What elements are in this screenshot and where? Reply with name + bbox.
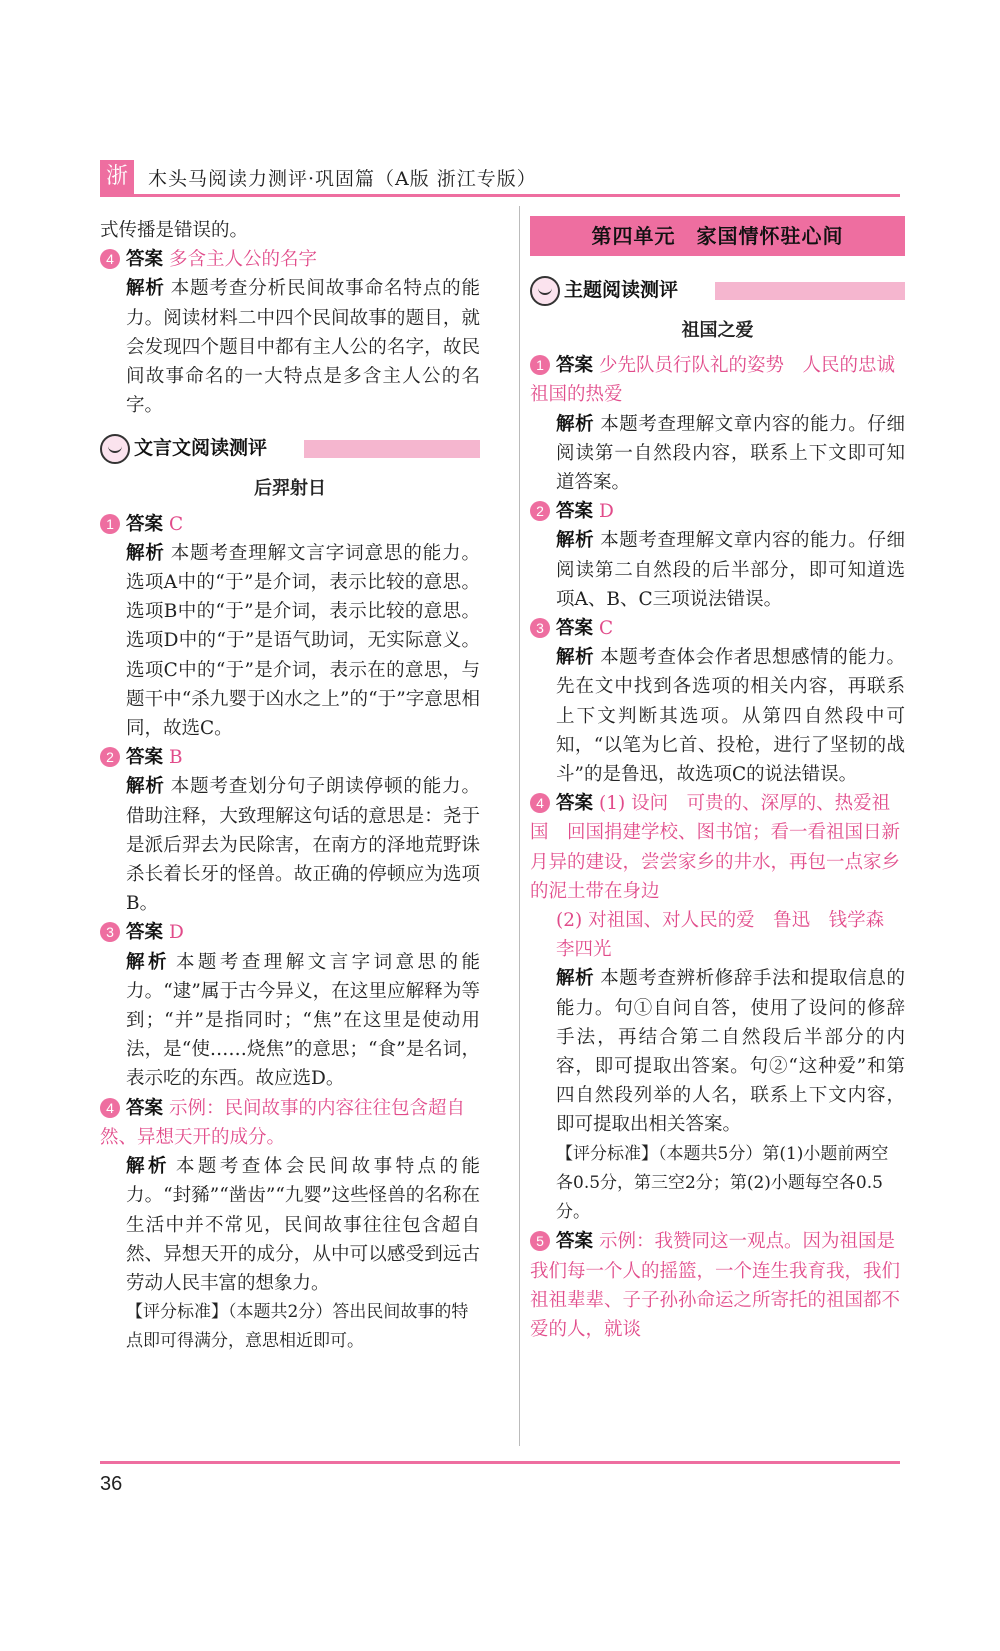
- question-number: 1: [100, 514, 120, 534]
- answer-text: 多含主人公的名字: [169, 249, 318, 271]
- answer-label: 答案: [126, 249, 164, 271]
- column-divider: [519, 206, 520, 1446]
- answer-text: B: [169, 747, 183, 769]
- answer-label: 答案: [126, 1097, 164, 1119]
- analysis-label: 解析: [126, 542, 165, 564]
- footer-rule: [100, 1461, 900, 1464]
- answer-label: 答案: [556, 793, 594, 815]
- answer-label: 答案: [556, 618, 594, 640]
- analysis-label: 解析: [126, 776, 165, 798]
- answer-item: [100, 918, 480, 1093]
- section-title: 主题阅读测评: [564, 279, 679, 301]
- question-number: 4: [100, 1098, 120, 1118]
- section-bar: [715, 282, 905, 300]
- continued-text: 式传播是错误的。: [100, 220, 249, 241]
- analysis-label: 解析: [556, 968, 595, 990]
- answer-label: 答案: [126, 513, 164, 535]
- question-number: 3: [530, 618, 550, 638]
- answer-label: 答案: [556, 501, 594, 523]
- analysis-text: 本题考查辨析修辞手法和提取信息的能力。句①自问自答，使用了设问的修辞手法，再结合第二自然段后半部分的内容，即可提取出答案。句②“这种爱”和第四自然段列举的人名，联系上下文内容，即可提取出相关答案。: [556, 968, 905, 1136]
- scoring-note: 【评分标准】（本题共5分）第(1)小题前两空各0.5分，第三空2分；第(2)小题每空各0.5分。: [556, 1143, 889, 1223]
- answer-label: 答案: [126, 747, 164, 769]
- answer-text: 示例：民间故事的内容往往包含超自然、异想天开的成分。: [100, 1097, 466, 1148]
- answer-label: 答案: [556, 355, 594, 377]
- question-number: 4: [530, 793, 550, 813]
- analysis-text: 本题考查理解文章内容的能力。仔细阅读第一自然段内容，联系上下文即可知道答案。: [556, 413, 905, 494]
- article-title: 后羿射日: [254, 478, 326, 500]
- analysis-label: 解析: [126, 951, 170, 973]
- right-column: [530, 216, 914, 1344]
- answer-item: [530, 497, 905, 614]
- section-header: [100, 430, 480, 468]
- analysis-text: 本题考查分析民间故事命名特点的能力。阅读材料二中四个民间故事的题目，就会发现四个题目中都有主人公的名字，故民间故事命名的一大特点是多含主人公的名字。: [126, 278, 480, 417]
- answer-item: [530, 1227, 905, 1344]
- answer-item: [100, 743, 480, 918]
- answer-text: D: [599, 501, 614, 523]
- question-number: 2: [100, 747, 120, 767]
- analysis-text: 本题考查理解文章内容的能力。仔细阅读第二自然段的后半部分，即可知道选项A、B、C三项说法错误。: [556, 530, 905, 610]
- question-number: 3: [100, 922, 120, 942]
- header-rule: [100, 194, 900, 197]
- answer-item: [530, 351, 914, 497]
- answer-text: C: [169, 513, 184, 535]
- answer-item: [530, 614, 905, 789]
- answer-text-part2: (2) 对祖国、对人民的爱 鲁迅 钱学森 李四光: [556, 910, 903, 961]
- question-number: 4: [100, 249, 120, 269]
- answer-item: [100, 245, 480, 420]
- answer-text: 示例：我赞同这一观点。因为祖国是我们每一个人的摇篮，一个连生我育我，我们祖祖辈辈、子子孙孙命运之所寄托的祖国都不爱的人，就谈: [530, 1231, 901, 1340]
- answer-label: 答案: [126, 922, 164, 944]
- answer-item: [100, 1094, 480, 1357]
- mascot-icon: [530, 276, 560, 306]
- analysis-text: 本题考查体会民间故事特点的能力。“封豨”“凿齿”“九婴”这些怪兽的名称在生活中并不常见，民间故事往往包含超自然、异想天开的成分，从中可以感受到远古劳动人民丰富的想象力。: [126, 1156, 480, 1294]
- section-title: 文言文阅读测评: [134, 437, 268, 460]
- unit-banner: 第四单元 家国情怀驻心间: [530, 216, 905, 256]
- left-column: [100, 216, 480, 1357]
- book-title: 木头马阅读力测评·巩固篇（A版 浙江专版）: [148, 168, 537, 190]
- analysis-label: 解析: [126, 1156, 170, 1178]
- analysis-label: 解析: [556, 647, 595, 669]
- analysis-text: 本题考查体会作者思想感情的能力。先在文中找到各选项的相关内容，再联系上下文判断其选项。从第四自然段中可知，“以笔为匕首、投枪，进行了坚韧的战斗”的是鲁迅，故选项C的说法错误。: [556, 647, 905, 786]
- analysis-label: 解析: [556, 413, 595, 435]
- question-number: 2: [530, 501, 550, 521]
- question-number: 1: [530, 355, 550, 375]
- answer-text: (1) 设问 可贵的、深厚的、热爱祖国 回国捐建学校、图书馆；看一看祖国日新月异的建设，尝尝家乡的井水，再包一点家乡的泥土带在身边: [530, 793, 901, 902]
- analysis-text: 本题考查理解文言字词意思的能力。选项A中的“于”是介词，表示比较的意思。选项B中的“于”是介词，表示比较的意思。选项D中的“于”是语气助词，无实际意义。选项C中的“于”是介词，表示在的意思，与题干中“杀九婴于凶水之上”的“于”字意思相同，故选C。: [126, 542, 480, 740]
- answer-text: D: [169, 922, 184, 944]
- mascot-icon: [100, 434, 130, 464]
- answer-item: [100, 510, 480, 744]
- answer-item: [530, 789, 905, 1227]
- answer-text: C: [599, 618, 614, 640]
- analysis-text: 本题考查理解文言字词意思的能力。“逮”属于古今异义，在这里应解释为等到；“并”是指同时；“焦”在这里是使动用法，是“使……烧焦”的意思；“食”是名词，表示吃的东西。故应选D。: [126, 951, 480, 1090]
- answer-label: 答案: [556, 1231, 594, 1253]
- analysis-label: 解析: [556, 530, 595, 552]
- analysis-label: 解析: [126, 278, 165, 300]
- scoring-note: 【评分标准】（本题共2分）答出民间故事的特点即可得满分，意思相近即可。: [126, 1302, 469, 1352]
- page-header: [100, 160, 900, 194]
- analysis-text: 本题考查划分句子朗读停顿的能力。借助注释，大致理解这句话的意思是：尧于是派后羿去为民除害，在南方的泽地荒野诛杀长着长牙的怪兽。故正确的停顿应为选项B。: [126, 776, 480, 915]
- page-number: 36: [100, 1473, 123, 1495]
- section-header: [530, 272, 905, 310]
- question-number: 5: [530, 1231, 550, 1251]
- section-bar: [304, 440, 480, 458]
- zhejiang-badge: 浙: [100, 160, 134, 194]
- article-title: 祖国之爱: [681, 320, 754, 341]
- answer-text: 少先队员行队礼的姿势 人民的忠诚 祖国的热爱: [530, 355, 914, 406]
